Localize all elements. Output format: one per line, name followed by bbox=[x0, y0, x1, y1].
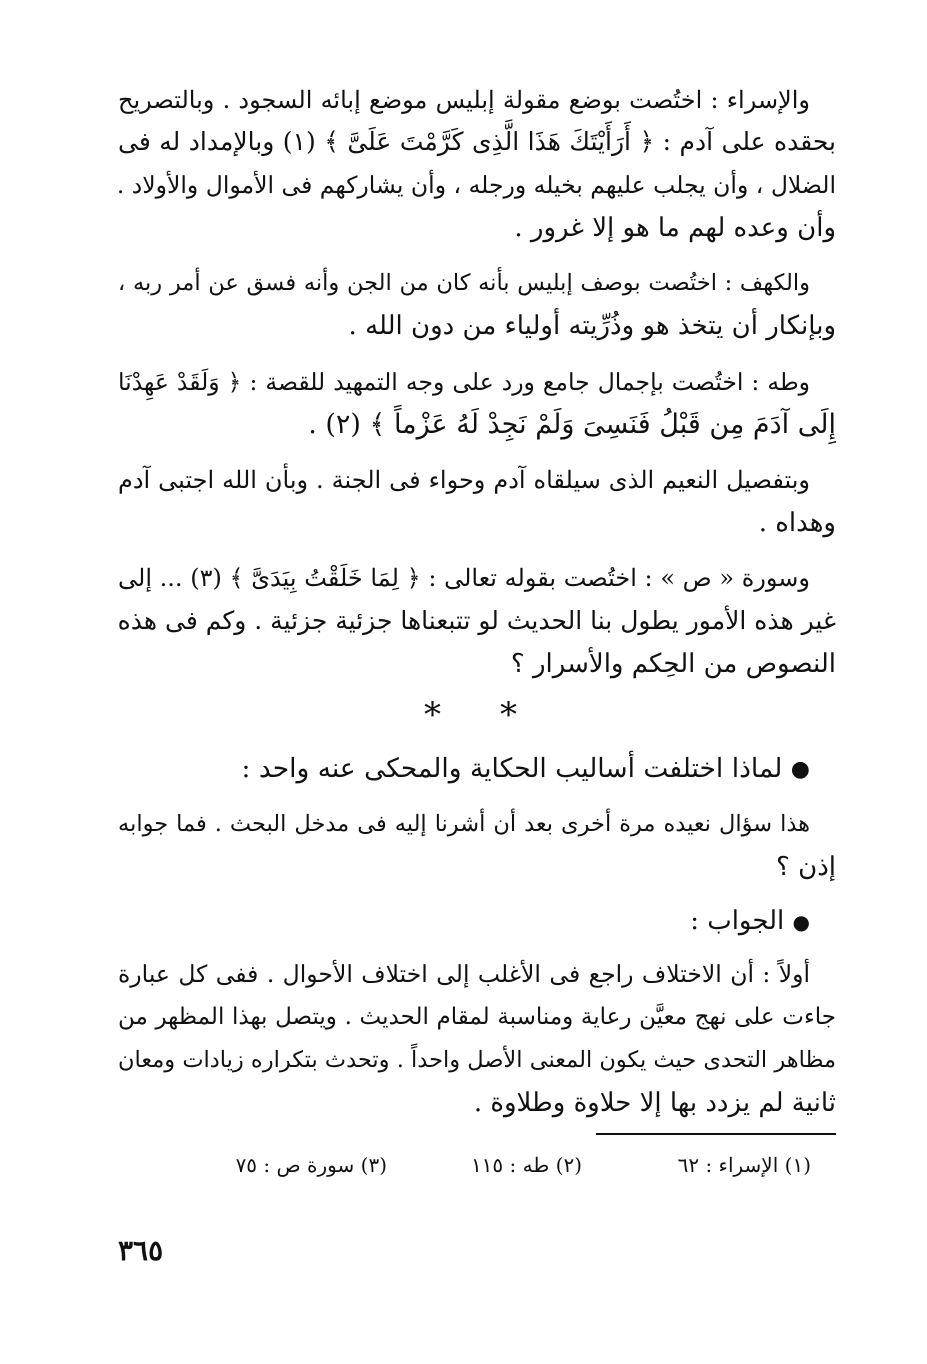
separator-star: * bbox=[500, 695, 517, 735]
isra-line-3: الضلال ، وأن يجلب عليهم بخيله ورجله ، وأن يشاركهم فى الأموال والأولاد . bbox=[116, 171, 836, 199]
taha-line-1: وطه : اختُصت بإجمال جامع ورد على وجه التمهيد للقصة : ﴿ وَلَقَدْ عَهِدْنَا bbox=[118, 368, 810, 396]
question-line-2: إذن ؟ bbox=[776, 852, 836, 882]
tafsil-line-1: وبتفصيل النعيم الذى سيلقاه آدم وحواء فى الجنة . وبأن الله اجتبى آدم bbox=[118, 466, 810, 494]
answer-label bbox=[600, 904, 810, 939]
section-heading bbox=[240, 752, 810, 787]
kahf-line-1: والكهف : اختُصت بوصف إبليس بأنه كان من الجن وأنه فسق عن أمر ربه ، bbox=[118, 270, 810, 296]
taha-line-2: إِلَى آدَمَ مِن قَبْلُ فَنَسِىَ وَلَمْ نَجِدْ لَهُ عَزْماً ﴾ (٢) . bbox=[308, 409, 836, 440]
isra-line-1: والإسراء : اختُصت بوضع مقولة إبليس موضع إبائه السجود . وبالتصريح bbox=[118, 86, 810, 114]
first-line-2: جاءت على نهج معيَّن رعاية ومناسبة لمقام الحديث . ويتصل بهذا المظهر من bbox=[118, 1004, 836, 1030]
separator-star: * bbox=[424, 695, 441, 735]
kahf-line-2: وبإنكار أن يتخذ هو وذُرِّيته أولياء من دون الله . bbox=[348, 311, 836, 341]
question-line-1: هذا سؤال نعيده مرة أخرى بعد أن أشرنا إليه فى مدخل البحث . فما جوابه bbox=[118, 811, 810, 837]
footnote-divider bbox=[596, 1133, 836, 1135]
page-number: ٣٦٥ bbox=[118, 1234, 164, 1267]
footnote-3: (٣) سورة ص : ٧٥ bbox=[235, 1153, 387, 1177]
isra-line-2: بحقده على آدم : ﴿ أَرَأَيْتَكَ هَذَا الَّذِى كَرَّمْتَ عَلَىَّ ﴾ (١) وبالإمداد له فى bbox=[118, 127, 836, 156]
first-line-1: أولاً : أن الاختلاف راجع فى الأغلب إلى اختلاف الأحوال . ففى كل عبارة bbox=[118, 960, 810, 988]
section-separator bbox=[380, 695, 580, 735]
heading-text: لماذا اختلفت أساليب الحكاية والمحكى عنه واحد : bbox=[241, 753, 783, 784]
bullet-icon: ● bbox=[792, 910, 810, 934]
footnote-2: (٢) طه : ١١٥ bbox=[470, 1153, 582, 1177]
tafsil-line-2: وهداه . bbox=[758, 508, 836, 538]
isra-line-4: وأن وعده لهم ما هو إلا غرور . bbox=[514, 213, 836, 243]
first-line-3: مظاهر التحدى حيث يكون المعنى الأصل واحداً . وتحدث بتكراره زيادات ومعان bbox=[118, 1047, 836, 1073]
bullet-icon: ● bbox=[790, 757, 810, 782]
first-line-4: ثانية لم يزدد بها إلا حلاوة وطلاوة . bbox=[473, 1088, 836, 1118]
sad-line-1: وسورة « ص » : اختُصت بقوله تعالى : ﴿ لِمَا خَلَقْتُ بِيَدَىَّ ﴾ (٣) ... إلى bbox=[118, 564, 810, 592]
sad-line-2: غير هذه الأمور يطول بنا الحديث لو تتبعناها جزئية جزئية . وكم فى هذه bbox=[117, 606, 836, 635]
sad-line-3: النصوص من الحِكم والأسرار ؟ bbox=[510, 649, 836, 679]
footnote-1: (١) الإسراء : ٦٢ bbox=[677, 1153, 811, 1177]
answer-label-text: الجواب : bbox=[690, 906, 785, 936]
